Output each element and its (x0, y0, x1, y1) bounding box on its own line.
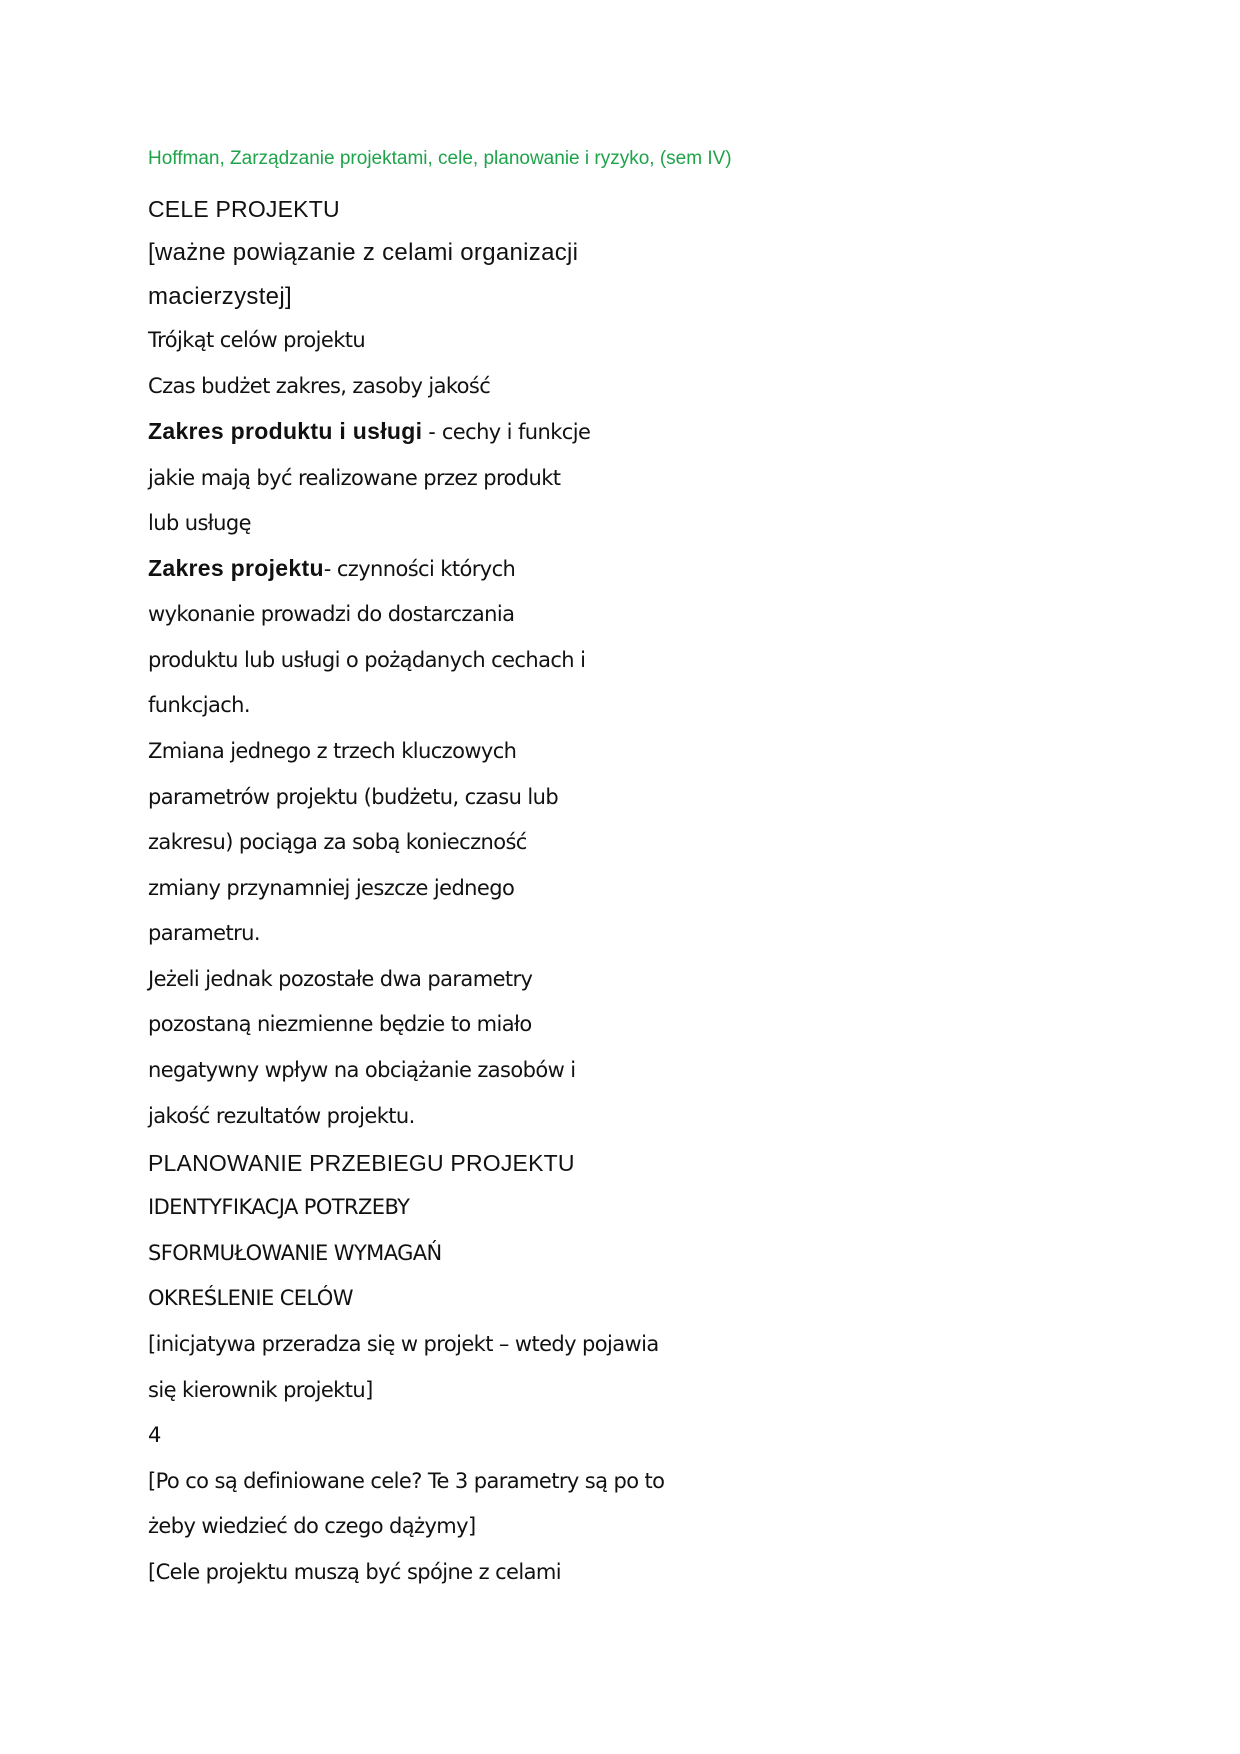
paragraph-zakres-projektu-3: produktu lub usługi o pożądanych cechach i (148, 648, 586, 672)
paragraph-zmiana-3: zakresu) pociąga za sobą konieczność (148, 830, 527, 854)
paragraph-zakres-projektu-2: wykonanie prowadzi do dostarczania (148, 602, 515, 626)
paragraph-jezeli-1: Jeżeli jednak pozostałe dwa parametry (148, 967, 533, 991)
paragraph-zmiana-5: parametru. (148, 921, 260, 945)
definition-zakres-projektu: - czynności których (323, 557, 516, 581)
paragraph-po-co-1: [Po co są definiowane cele? Te 3 parametry są po to (148, 1469, 665, 1493)
paragraph-zakres-projektu (148, 555, 515, 582)
subheading-line-1: [ważne powiązanie z celami organizacji (148, 239, 579, 266)
paragraph-jezeli-4: jakość rezultatów projektu. (148, 1104, 415, 1128)
page-number-4: 4 (148, 1423, 161, 1447)
term-dash: - (422, 419, 442, 444)
step-identyfikacja: IDENTYFIKACJA POTRZEBY (148, 1195, 410, 1219)
paragraph-zmiana-4: zmiany przynamniej jeszcze jednego (148, 876, 515, 900)
paragraph-zakres-produktu-2: jakie mają być realizowane przez produkt (148, 466, 561, 490)
paragraph-jezeli-2: pozostaną niezmienne będzie to miało (148, 1012, 532, 1036)
step-okreslenie: OKREŚLENIE CELÓW (148, 1286, 353, 1310)
subheading-line-2: macierzystej] (148, 283, 292, 310)
term-zakres-projektu: Zakres projektu (148, 555, 324, 581)
heading-planowanie: PLANOWANIE PRZEBIEGU PROJEKTU (148, 1150, 575, 1176)
paragraph-inicjatywa-1: [inicjatywa przeradza się w projekt – wtedy pojawia (148, 1332, 659, 1356)
paragraph-zakres-produktu-3: lub usługę (148, 511, 251, 535)
paragraph-po-co-2: żeby wiedzieć do czego dążymy] (148, 1514, 476, 1538)
step-sformulowanie: SFORMUŁOWANIE WYMAGAŃ (148, 1241, 442, 1265)
paragraph-zmiana-2: parametrów projektu (budżetu, czasu lub (148, 785, 559, 809)
paragraph-trojkat: Trójkąt celów projektu (148, 328, 366, 352)
paragraph-czas: Czas budżet zakres, zasoby jakość (148, 374, 491, 398)
paragraph-cele-spojne: [Cele projektu muszą być spójne z celami (148, 1560, 561, 1584)
term-zakres-produktu: Zakres produktu i usługi (148, 418, 423, 444)
paragraph-zakres-produktu (148, 418, 590, 445)
paragraph-zakres-projektu-4: funkcjach. (148, 693, 250, 717)
paragraph-zmiana-1: Zmiana jednego z trzech kluczowych (148, 739, 517, 763)
paragraph-jezeli-3: negatywny wpływ na obciążanie zasobów i (148, 1058, 576, 1082)
definition-zakres-produktu: cechy i funkcje (441, 420, 591, 444)
paragraph-inicjatywa-2: się kierownik projektu] (148, 1378, 373, 1402)
document-header: Hoffman, Zarządzanie projektami, cele, planowanie i ryzyko, (sem IV) (148, 148, 732, 169)
heading-cele-projektu: CELE PROJEKTU (148, 196, 340, 222)
